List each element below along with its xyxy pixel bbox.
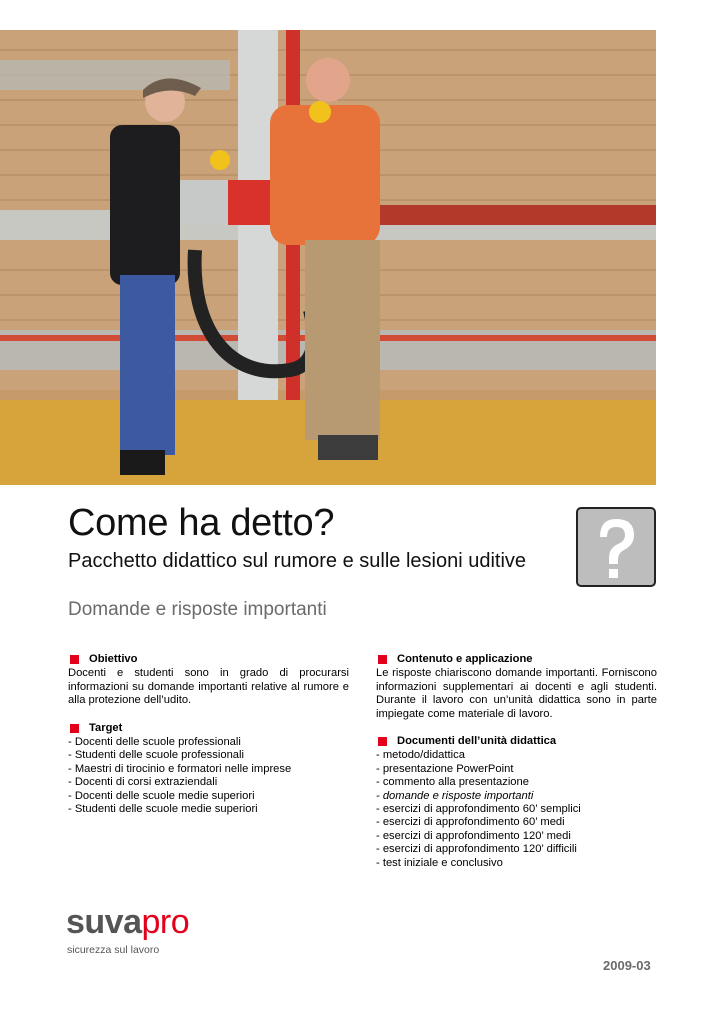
left-column	[68, 653, 349, 830]
red-square-icon	[378, 655, 387, 664]
list-item: - Studenti delle scuole professionali	[68, 749, 244, 762]
objective-block	[68, 653, 349, 708]
content-heading: Contenuto e applicazione	[397, 653, 533, 665]
target-heading: Target	[89, 721, 123, 734]
logo-part-pro: pro	[141, 903, 190, 941]
question-mark-icon	[576, 507, 656, 587]
page-subtitle: Pacchetto didattico sul rumore e sulle lesioni uditive	[68, 550, 527, 572]
red-square-icon	[70, 655, 79, 664]
list-item: - presentazione PowerPoint	[376, 762, 514, 775]
objective-heading: Obiettivo	[89, 653, 138, 665]
list-item: - Docenti delle scuole professionali	[68, 736, 241, 749]
list-item: - commento alla presentazione	[376, 776, 529, 789]
list-item: - esercizi di approfondimento 60’ semplici	[376, 803, 581, 816]
list-item: - Maestri di tirocinio e formatori nelle imprese	[68, 762, 292, 775]
list-item: - Docenti delle scuole medie superiori	[68, 789, 255, 802]
content-block	[376, 653, 657, 721]
red-square-icon	[378, 737, 387, 746]
suvapro-logo	[66, 903, 189, 941]
target-block	[68, 722, 349, 817]
list-item: - esercizi di approfondimento 120’ difficili	[376, 843, 577, 856]
content-text: Le risposte chiariscono domande importanti. Forniscono informazioni supplementari ai docenti e agli studenti. Durante il lavoro con un’unità didattica sono in parte impiegate come materiale di lavoro.	[376, 667, 657, 720]
documents-list	[376, 749, 657, 870]
target-list	[68, 736, 349, 816]
documents-block	[376, 735, 657, 870]
section-title: Domande e risposte importanti	[68, 599, 327, 620]
hero-photo	[0, 30, 656, 485]
red-square-icon	[70, 724, 79, 733]
list-item-current: - domande e risposte importanti	[376, 789, 534, 802]
list-item: - Docenti di corsi extraziendali	[68, 776, 218, 789]
list-item: - esercizi di approfondimento 120’ medi	[376, 829, 571, 842]
list-item: - metodo/didattica	[376, 749, 465, 762]
list-item: - Studenti delle scuole medie superiori	[68, 803, 258, 816]
logo-tagline: sicurezza sul lavoro	[67, 944, 160, 956]
documents-heading: Documenti dell’unità didattica	[397, 735, 557, 748]
objective-text: Docenti e studenti sono in grado di procurarsi informazioni su domande importanti relative al rumore e alla protezione dell’udito.	[68, 667, 349, 707]
page-title: Come ha detto?	[68, 502, 335, 544]
publication-date: 2009-03	[603, 958, 651, 973]
right-column	[376, 653, 657, 884]
list-item: - esercizi di approfondimento 60’ medi	[376, 816, 565, 829]
list-item: - test iniziale e conclusivo	[376, 856, 503, 869]
logo-part-suva: suva	[66, 903, 142, 941]
